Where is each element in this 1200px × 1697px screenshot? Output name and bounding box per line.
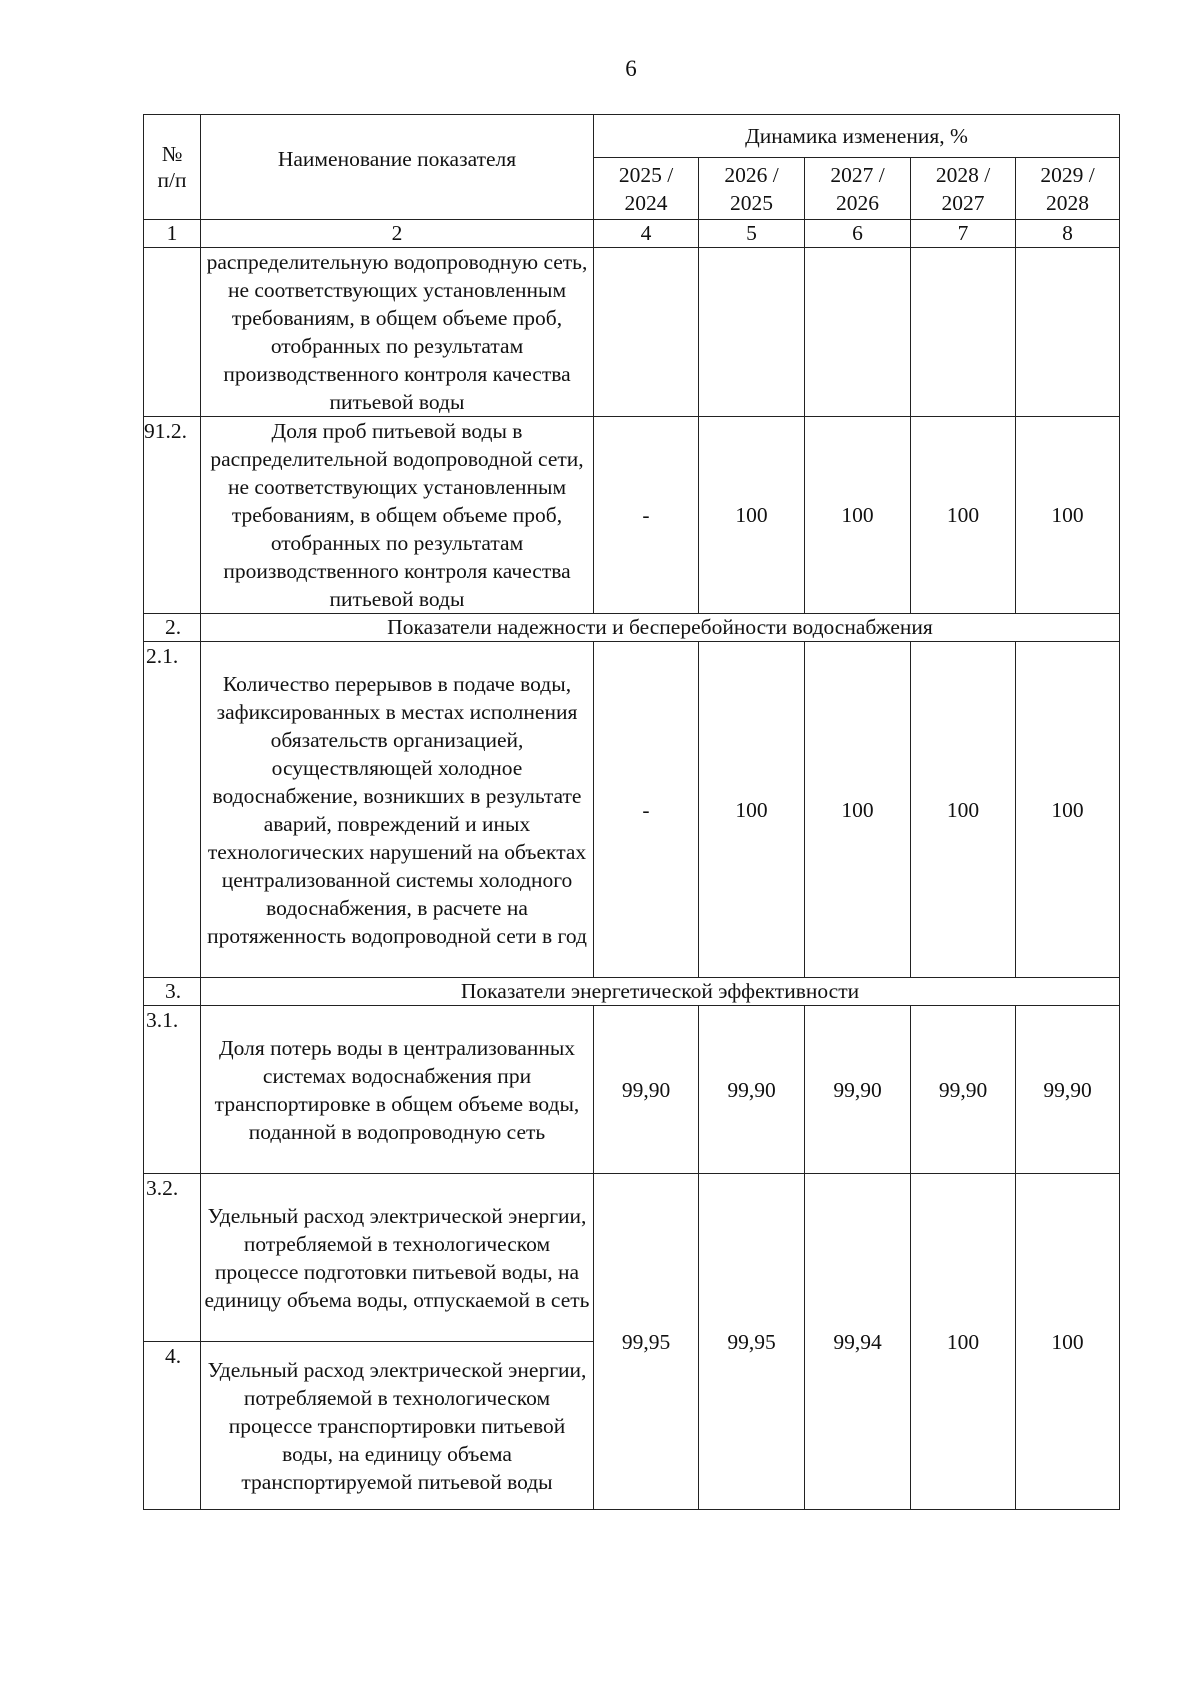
value-cell: 99,90 — [805, 1006, 911, 1174]
value-cell: 100 — [699, 417, 805, 614]
value-cell: 100 — [1016, 1174, 1120, 1510]
indicator-name: Удельный расход электрической энергии, потребляемой в технологическом процессе подготовки питьевой воды, на единицу объема воды, отпускаемой в сеть — [201, 1174, 594, 1342]
value-cell: 99,90 — [594, 1006, 699, 1174]
value-cell: 100 — [911, 417, 1016, 614]
value-cell: 100 — [1016, 642, 1120, 978]
table-row — [144, 642, 1120, 978]
value-cell: 99,95 — [594, 1174, 699, 1510]
value-cell: 100 — [699, 642, 805, 978]
header-year: 2027 / 2026 — [805, 158, 911, 220]
header-year: 2029 / 2028 — [1016, 158, 1120, 220]
header-num: № п/п — [144, 115, 201, 220]
column-index-row — [144, 220, 1120, 248]
value-cell: 100 — [911, 1174, 1016, 1510]
page-number: 6 — [625, 56, 637, 81]
value-cell: 99,90 — [699, 1006, 805, 1174]
table-row — [144, 1006, 1120, 1174]
column-index: 1 — [144, 220, 201, 248]
value-cell — [911, 248, 1016, 417]
header-name: Наименование показателя — [201, 115, 594, 220]
header-dynamics: Динамика изменения, % — [594, 115, 1120, 158]
row-number: 3.1. — [144, 1006, 201, 1174]
value-cell: 99,90 — [911, 1006, 1016, 1174]
value-cell — [1016, 248, 1120, 417]
header-year: 2026 / 2025 — [699, 158, 805, 220]
indicator-name: Доля проб питьевой воды в распределительной водопроводной сети, не соответствующих установленным требованиям, в общем объеме проб, отобранных по результатам производственного контроля качества питьевой воды — [201, 417, 594, 614]
section-number: 3. — [144, 978, 201, 1006]
table-row — [144, 1174, 1120, 1342]
row-number: 4. — [144, 1342, 201, 1510]
table-row — [144, 248, 1120, 417]
header-year: 2028 / 2027 — [911, 158, 1016, 220]
column-index: 2 — [201, 220, 594, 248]
row-number: 3.2. — [144, 1174, 201, 1342]
value-cell: 100 — [911, 642, 1016, 978]
column-index: 5 — [699, 220, 805, 248]
value-cell: 99,95 — [699, 1174, 805, 1510]
value-cell — [805, 248, 911, 417]
section-row — [144, 614, 1120, 642]
section-title: Показатели надежности и бесперебойности водоснабжения — [201, 614, 1120, 642]
indicator-name: Количество перерывов в подаче воды, зафиксированных в местах исполнения обязательств организацией, осуществляющей холодное водоснабжение, возникших в результате аварий, повреждений и иных технологических нарушений на объектах централизованной системы холодного водоснабжения, в расчете на протяженность водопроводной сети в год — [201, 642, 594, 978]
value-cell — [699, 248, 805, 417]
value-cell — [594, 248, 699, 417]
column-index: 7 — [911, 220, 1016, 248]
table-row — [144, 417, 1120, 614]
section-row — [144, 978, 1120, 1006]
value-cell: - — [594, 417, 699, 614]
section-title: Показатели энергетической эффективности — [201, 978, 1120, 1006]
indicators-table — [143, 114, 1120, 1510]
row-number: 2.1. — [144, 642, 201, 978]
value-cell: 100 — [1016, 417, 1120, 614]
indicator-name: Удельный расход электрической энергии, потребляемой в технологическом процессе транспортировки питьевой воды, на единицу объема транспортируемой питьевой воды — [201, 1342, 594, 1510]
value-cell: - — [594, 642, 699, 978]
row-number — [144, 248, 201, 417]
header-year: 2025 / 2024 — [594, 158, 699, 220]
row-number: 91.2. — [144, 417, 201, 614]
value-cell: 99,90 — [1016, 1006, 1120, 1174]
section-number: 2. — [144, 614, 201, 642]
value-cell: 100 — [805, 642, 911, 978]
indicator-name: Доля потерь воды в централизованных системах водоснабжения при транспортировке в общем объеме воды, поданной в водопроводную сеть — [201, 1006, 594, 1174]
column-index: 8 — [1016, 220, 1120, 248]
value-cell: 99,94 — [805, 1174, 911, 1510]
value-cell: 100 — [805, 417, 911, 614]
header-row — [144, 115, 1120, 158]
column-index: 6 — [805, 220, 911, 248]
indicator-name: распределительную водопроводную сеть, не соответствующих установленным требованиям, в общем объеме проб, отобранных по результатам производственного контроля качества питьевой воды — [201, 248, 594, 417]
column-index: 4 — [594, 220, 699, 248]
